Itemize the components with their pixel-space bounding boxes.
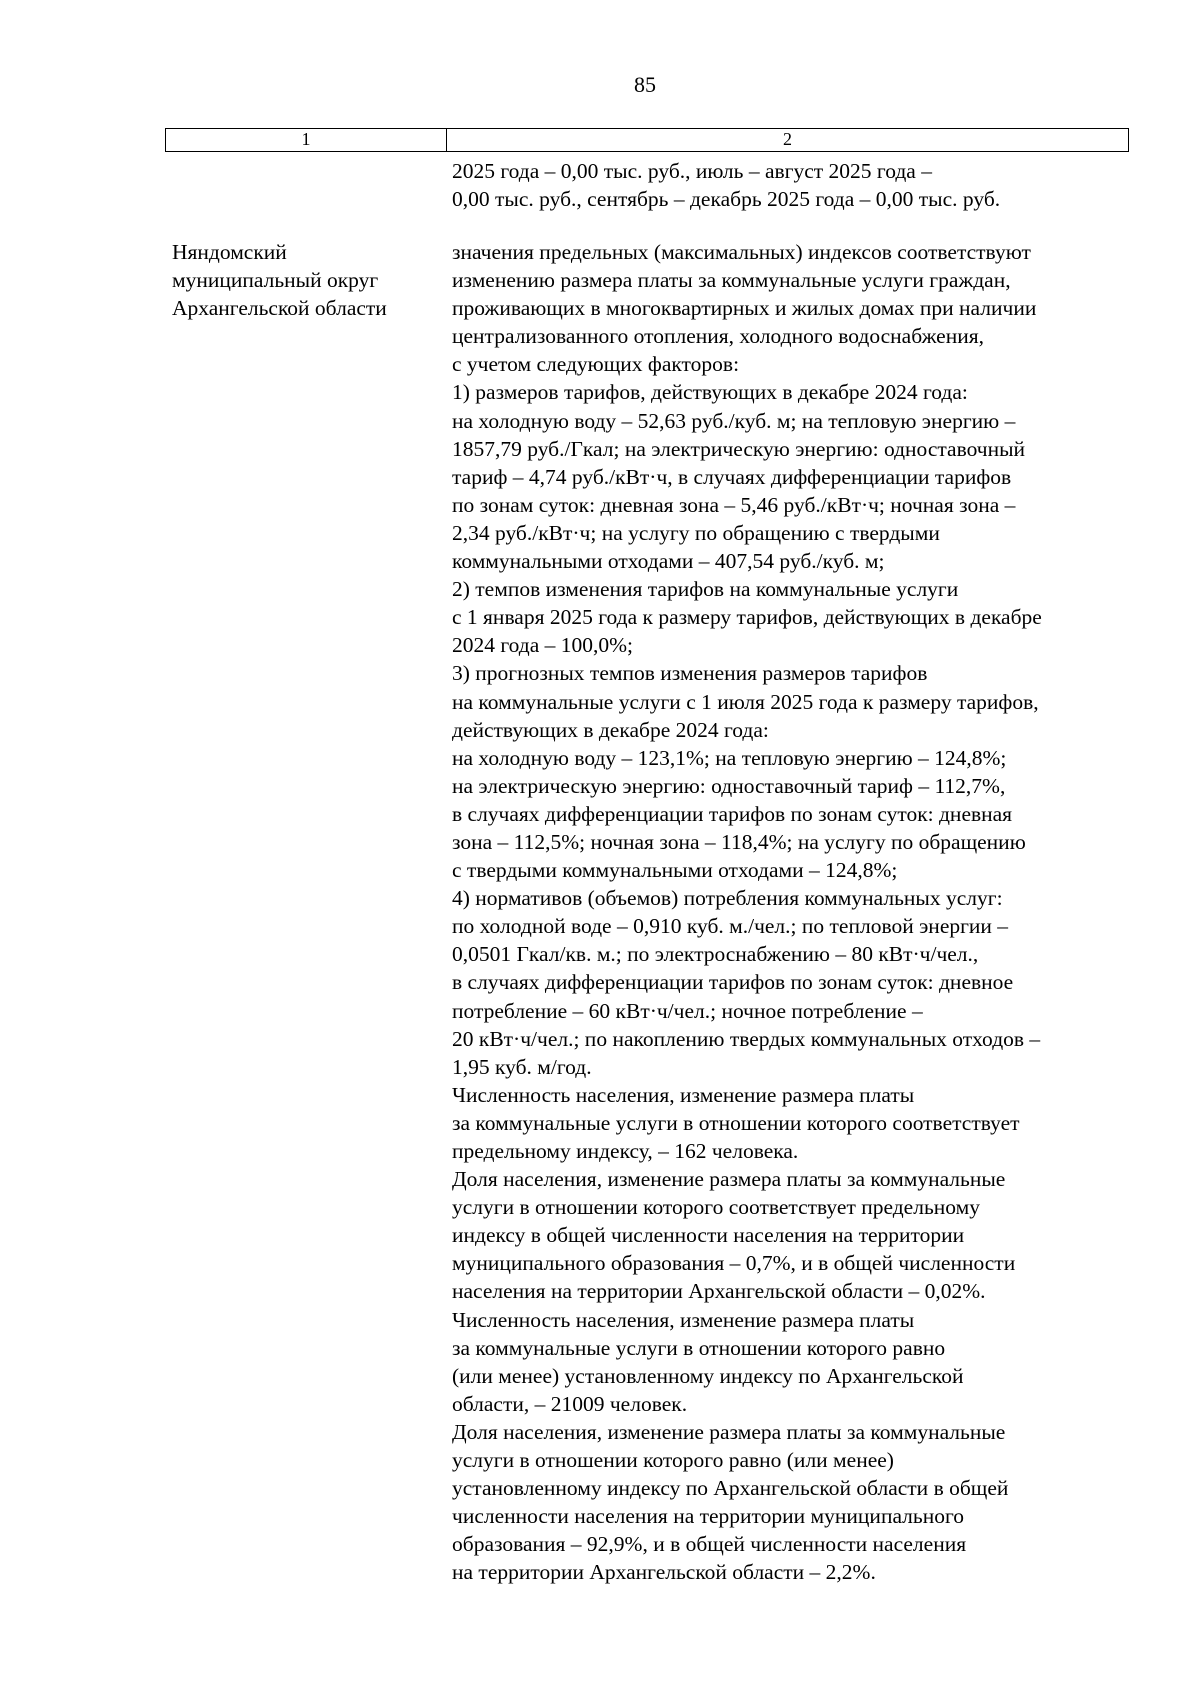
text-line: 2,34 руб./кВт·ч; на услугу по обращению с твердыми — [452, 520, 940, 545]
text-line: населения на территории Архангельской области – 0,02%. — [452, 1279, 986, 1304]
text-line: индексу в общей численности населения на территории — [452, 1223, 965, 1248]
text-line: численности населения на территории муниципального — [452, 1504, 965, 1529]
text-line: 0,0501 Гкал/кв. м.; по электроснабжению – 80 кВт·ч/чел., — [452, 942, 979, 967]
text-line: значения предельных (максимальных) индексов соответствуют — [452, 240, 1031, 264]
text-line: потребление – 60 кВт·ч/чел.; ночное потребление – — [452, 998, 923, 1023]
text-line: тариф – 4,74 руб./кВт·ч, в случаях дифференциации тарифов — [452, 464, 1012, 489]
continuation-line: 0,00 тыс. руб., сентябрь – декабрь 2025 года – 0,00 тыс. руб. — [452, 187, 1001, 212]
text-line: с твердыми коммунальными отходами – 124,8%; — [452, 858, 898, 883]
text-line: централизованного отопления, холодного водоснабжения, — [452, 324, 984, 349]
text-line: 3) прогнозных темпов изменения размеров тарифов — [452, 661, 928, 686]
text-line: предельному индексу, – 162 человека. — [452, 1139, 799, 1163]
municipality-line: Няндомский — [172, 240, 287, 264]
text-line: проживающих в многоквартирных и жилых домах при наличии — [452, 296, 1037, 321]
text-line: с учетом следующих факторов: — [452, 352, 740, 377]
index-description — [452, 238, 1042, 1587]
text-line: услуги в отношении которого равно (или менее) — [452, 1448, 894, 1473]
text-line: муниципального образования – 0,7%, и в общей численности — [452, 1251, 1016, 1276]
text-line: на холодную воду – 123,1%; на тепловую энергию – 124,8%; — [452, 745, 1007, 770]
text-line: по зонам суток: дневная зона – 5,46 руб./кВт·ч; ночная зона – — [452, 492, 1016, 517]
table-header-col1: 1 — [166, 129, 447, 151]
text-line: 2) темпов изменения тарифов на коммунальные услуги — [452, 577, 959, 602]
text-line: Доля населения, изменение размера платы за коммунальные — [452, 1167, 1006, 1192]
text-line: с 1 января 2025 года к размеру тарифов, действующих в декабре — [452, 605, 1042, 630]
text-line: Численность населения, изменение размера платы — [452, 1082, 915, 1107]
text-line: за коммунальные услуги в отношении которого равно — [452, 1335, 946, 1360]
text-line: на территории Архангельской области – 2,2%. — [452, 1560, 876, 1585]
text-line: услуги в отношении которого соответствует предельному — [452, 1195, 980, 1220]
text-line: в случаях дифференциации тарифов по зонам суток: дневное — [452, 970, 1014, 995]
text-line: образования – 92,9%, и в общей численности населения — [452, 1532, 967, 1557]
text-line: на электрическую энергию: одноставочный тариф – 112,7%, — [452, 773, 1006, 798]
municipality-line: муниципальный округ — [172, 268, 379, 293]
municipality-line: Архангельской области — [172, 296, 387, 321]
table-header-col2: 2 — [783, 129, 792, 149]
continuation-line: 2025 года – 0,00 тыс. руб., июль – август 2025 года – — [452, 159, 932, 183]
text-line: 4) нормативов (объемов) потребления коммунальных услуг: — [452, 886, 1003, 911]
text-line: Доля населения, изменение размера платы за коммунальные — [452, 1419, 1006, 1444]
text-line: в случаях дифференциации тарифов по зонам суток: дневная — [452, 801, 1013, 826]
municipality-name — [172, 238, 387, 322]
text-line: действующих в декабре 2024 года: — [452, 717, 769, 742]
page-number: 85 — [634, 72, 656, 97]
table-header-row — [165, 128, 1129, 152]
text-line: коммунальными отходами – 407,54 руб./куб. м; — [452, 549, 885, 574]
text-line: зона – 112,5%; ночная зона – 118,4%; на услугу по обращению — [452, 829, 1026, 854]
text-line: на коммунальные услуги с 1 июля 2025 года к размеру тарифов, — [452, 689, 1039, 714]
text-line: области, – 21009 человек. — [452, 1391, 688, 1416]
text-line: Численность населения, изменение размера платы — [452, 1307, 915, 1332]
text-line: 2024 года – 100,0%; — [452, 633, 634, 658]
text-line: установленному индексу по Архангельской области в общей — [452, 1476, 1009, 1501]
text-line: (или менее) установленному индексу по Архангельской — [452, 1363, 964, 1388]
text-line: 20 кВт·ч/чел.; по накоплению твердых коммунальных отходов – — [452, 1026, 1041, 1051]
text-line: 1,95 куб. м/год. — [452, 1054, 592, 1079]
continuation-text — [452, 157, 1000, 213]
text-line: на холодную воду – 52,63 руб./куб. м; на тепловую энергию – — [452, 408, 1016, 433]
text-line: изменению размера платы за коммунальные услуги граждан, — [452, 268, 1011, 293]
text-line: по холодной воде – 0,910 куб. м./чел.; по тепловой энергии – — [452, 914, 1009, 939]
text-line: за коммунальные услуги в отношении которого соответствует — [452, 1110, 1020, 1135]
text-line: 1) размеров тарифов, действующих в декабре 2024 года: — [452, 380, 968, 405]
text-line: 1857,79 руб./Гкал; на электрическую энергию: одноставочный — [452, 436, 1026, 461]
